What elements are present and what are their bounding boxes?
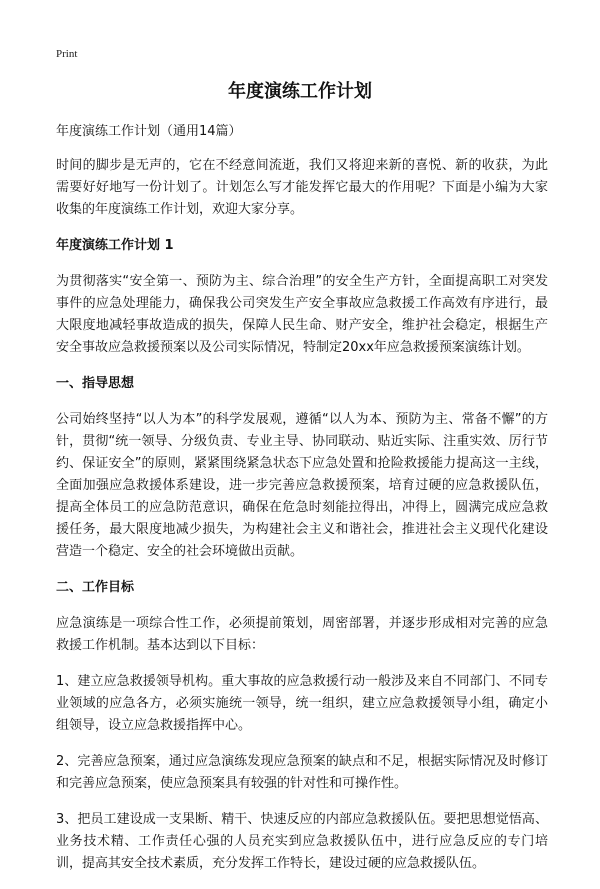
section-heading-guideline: 一、指导思想	[56, 376, 135, 391]
goal-item-1: 1、建立应急救援领导机构。重大事故的应急救援行动一般涉及来自不同部门、不同专业领域的应急各方，必须实施统一领导，统一组织，建立应急救援领导小组，确定小组领导，设立应急救援指挥中心。	[56, 674, 548, 733]
intro-paragraph: 时间的脚步是无声的，它在不经意间流逝，我们又将迎来新的喜悦、新的收获，为此需要好好地写一份计划了。计划怎么写才能发挥它最大的作用呢？下面是小编为大家收集的年度演练工作计划，欢迎大家分享。	[56, 158, 548, 217]
plan-1-paragraph: 为贯彻落实“安全第一、预防为主、综合治理”的安全生产方针，全面提高职工对突发事件的应急处理能力，确保我公司突发生产安全事故应急救援工作高效有序进行，最大限度地减轻事故造成的损失，保障人民生命、财产安全，维护社会稳定，根据生产安全事故应急救援预案以及公司实际情况，特制定20xx年应急救援预案演练计划。	[56, 274, 548, 355]
goal-item-3: 3、把员工建设成一支果断、精干、快速反应的内部应急救援队伍。要把思想觉悟高、业务技术精、工作责任心强的人员充实到应急救援队伍中，进行应急反应的专门培训，提高其安全技术素质，充分发挥工作特长，建设过硬的应急救援队伍。	[56, 812, 548, 871]
section-heading-goals: 二、工作目标	[56, 580, 135, 595]
document-content	[56, 121, 548, 889]
guideline-paragraph: 公司始终坚持“以人为本”的科学发展观，遵循“以人为本、预防为主、常备不懈”的方针，贯彻“统一领导、分级负责、专业主导、协同联动、贴近实际、注重实效、厉行节约、保证安全”的原则，紧紧围绕紧急状态下应急处置和抢险救援能力提高这一主线，全面加强应急救援体系建设，进一步完善应急救援预案，培育过硬的应急救援队伍，提高全体员工的应急防范意识，确保在危急时刻能拉得出，冲得上，圆满完成应急救援任务，最大限度地减少损失，为构建社会主义和谐社会，推进社会主义现代化建设营造一个稳定、安全的社会环境做出贡献。	[56, 412, 548, 559]
goals-intro-paragraph: 应急演练是一项综合性工作，必须提前策划，周密部署，并逐步形成相对完善的应急救援工作机制。基本达到以下目标：	[56, 616, 548, 653]
document-subtitle: 年度演练工作计划（通用14篇）	[56, 124, 242, 139]
goal-item-2: 2、完善应急预案，通过应急演练发现应急预案的缺点和不足，根据实际情况及时修订和完善应急预案，使应急预案具有较强的针对性和可操作性。	[56, 754, 548, 791]
print-label: Print	[56, 48, 78, 60]
section-heading-plan-1: 年度演练工作计划 1	[56, 238, 174, 253]
document-title: 年度演练工作计划	[228, 81, 372, 102]
